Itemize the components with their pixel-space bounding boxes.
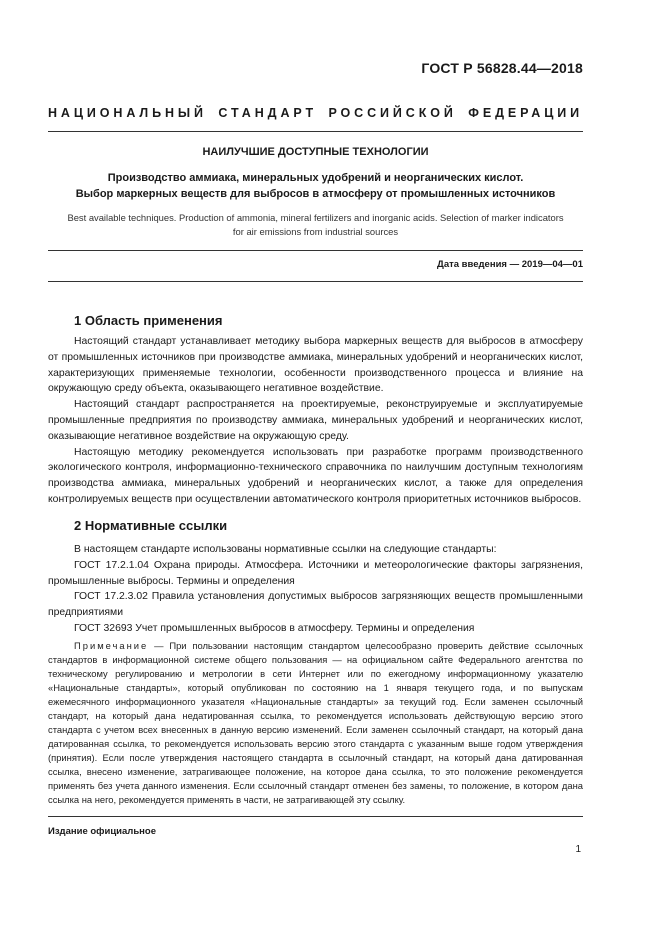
national-standard-banner: НАЦИОНАЛЬНЫЙ СТАНДАРТ РОССИЙСКОЙ ФЕДЕРАЦИИ bbox=[48, 106, 583, 120]
standard-series-title: НАИЛУЧШИЕ ДОСТУПНЫЕ ТЕХНОЛОГИИ bbox=[202, 146, 429, 158]
edition-label: Издание официальное bbox=[48, 826, 156, 837]
reference-item: ГОСТ 17.2.3.02 Правила установления допустимых выбросов загрязняющих веществ промышленными предприятиями bbox=[48, 591, 583, 619]
section-heading: 2 Нормативные ссылки bbox=[74, 518, 228, 533]
note-label: Примечание bbox=[74, 639, 149, 651]
reference-item: ГОСТ 32693 Учет промышленных выбросов в атмосферу. Термины и определения bbox=[74, 622, 475, 634]
standard-title-en-line-1: Best available techniques. Production of ammonia, mineral fertilizers and inorganic acids. Selection of marker indicators bbox=[67, 212, 564, 223]
date-divider bbox=[48, 281, 583, 282]
standard-title-ru-line-1: Производство аммиака, минеральных удобрений и неорганических кислот. bbox=[107, 172, 524, 184]
footer-divider bbox=[48, 816, 583, 817]
paragraph: Настоящий стандарт устанавливает методику выбора маркерных веществ для выбросов в атмосферу от промышленных источников при производстве аммиака, минеральных удобрений и неорганических кислот, характеризующих применяемые технологии, особенности производственного процесса и влияние на окружающую среду объекта, оказывающего негативное воздействие. bbox=[48, 336, 583, 395]
standard-title-ru-line-2: Выбор маркерных веществ для выбросов в атмосферу от промышленных источников bbox=[75, 188, 556, 200]
note bbox=[48, 639, 583, 807]
reference-item: ГОСТ 17.2.1.04 Охрана природы. Атмосфера. Источники и метеорологические факторы загрязнения, промышленные выбросы. Термины и определения bbox=[48, 559, 583, 587]
introduction-date: Дата введения — 2019—04—01 bbox=[437, 259, 583, 270]
paragraph: В настоящем стандарте использованы нормативные ссылки на следующие стандарты: bbox=[74, 544, 497, 555]
section-normative-references bbox=[48, 518, 583, 807]
paragraph: Настоящий стандарт распространяется на проектируемые, реконструируемые и эксплуатируемые промышленные предприятия по производству аммиака, минеральных удобрений и неорганических кислот, оказывающие негативное воздействие на окружающую среду. bbox=[48, 399, 583, 442]
page-number: 1 bbox=[575, 844, 581, 855]
section-heading: 1 Область применения bbox=[74, 313, 223, 328]
paragraph: Настоящую методику рекомендуется использовать при разработке программ производственного экологического контроля, информационно-технического справочника по наилучшим доступным технологиям производства аммиака, минеральных удобрений и неорганических кислот, а также для определения контролируемых веществ при осуществлении автоматического контроля приоритетных источников выбросов. bbox=[48, 446, 583, 505]
document-id: ГОСТ Р 56828.44—2018 bbox=[421, 60, 583, 76]
standard-title-en-line-2: for air emissions from industrial sources bbox=[232, 226, 399, 237]
note-text: — При пользовании настоящим стандартом целесообразно проверить действие ссылочных стандартов в информационной системе общего пользования — на официальном сайте Федерального агентства по техническому регулированию и метрологии в сети Интернет или по ежегодному информационному указателю «Национальные стандарты», который опубликован по состоянию на 1 января текущего года, и по выпускам ежемесячного информационного указателя «Национальные стандарты» за текущий год. Если заменен ссылочный стандарт, на который дана недатированная ссылка, то рекомендуется использовать действующую версию этого стандарта с учетом всех внесенных в данную версию изменений. Если заменен ссылочный стандарт, на который дана датированная ссылка, то рекомендуется использовать версию этого стандарта с указанным выше годом утверждения (принятия). Если после утверждения настоящего стандарта в ссылочный стандарт, на который дана датированная ссылка, внесено изменение, затрагивающее положение, на которое дана ссылка, то это положение рекомендуется применять без учета данного изменения. Если ссылочный стандарт отменен без замены, то положение, в котором дана ссылка на него, рекомендуется применять в части, не затрагивающей эту ссылку. bbox=[48, 639, 583, 805]
standard-title-ru bbox=[48, 170, 583, 202]
section-scope bbox=[48, 313, 583, 508]
header-divider bbox=[48, 131, 583, 132]
title-divider bbox=[48, 250, 583, 251]
standard-title-en bbox=[48, 211, 583, 239]
